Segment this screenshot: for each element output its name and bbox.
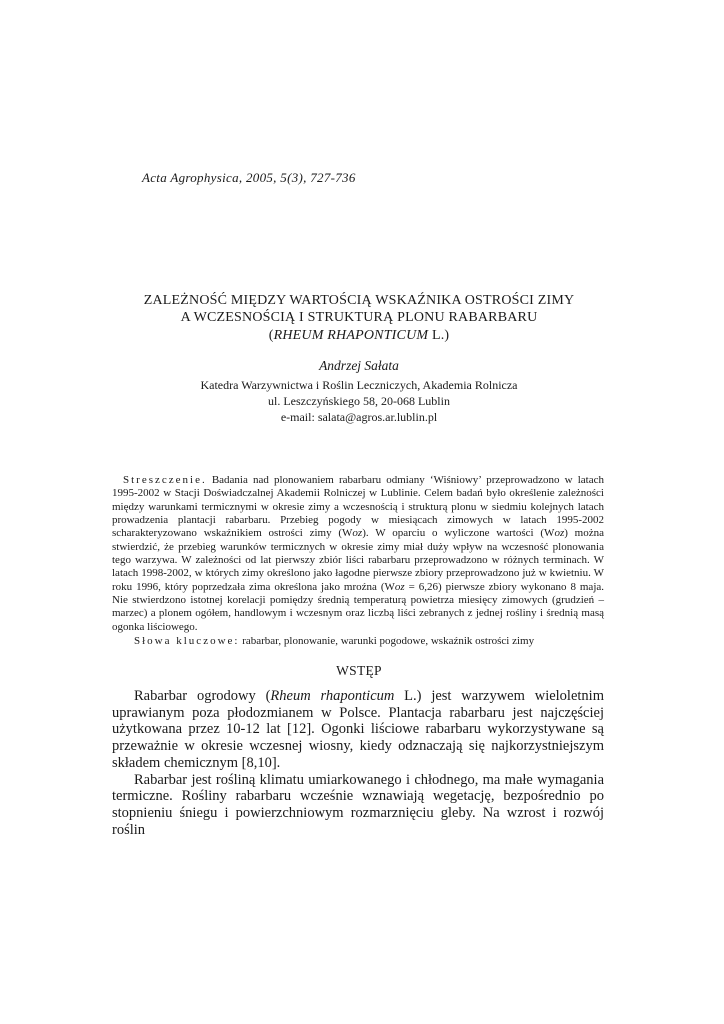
keywords-line — [112, 635, 604, 648]
title-line-2: A WCZESNOŚCIĄ I STRUKTURĄ PLONU RABARBARU — [180, 310, 538, 326]
abstract-paragraph — [112, 474, 604, 634]
title-line-3-latin-name: (RHEUM RHAPONTICUM L.) — [268, 327, 450, 343]
keywords-text: rabarbar, plonowanie, warunki pogodowe, wskaźnik ostrości zimy — [239, 635, 535, 647]
introduction-body — [112, 688, 604, 838]
author-affiliation — [112, 378, 606, 425]
abstract-label: Streszczenie. — [123, 474, 207, 486]
article-title — [112, 292, 606, 344]
paragraph-2: Rabarbar jest rośliną klimatu umiarkowanego i chłodnego, ma małe wymagania termiczne. Rośliny rabarbaru wcześnie wznawiają wegetację, bezpośrednio po stopnieniu śniegu i powierzchniowym rozmarznięciu gleby. Na wzrost i rozwój roślin — [112, 771, 604, 838]
journal-citation-header: Acta Agrophysica, 2005, 5(3), 727-736 — [142, 170, 356, 185]
paragraph-1: Rabarbar ogrodowy (Rheum rhaponticum L.) jest warzywem wieloletnim uprawianym poza płodozmianem w Polsce. Plantacja rabarbaru jest najczęściej użytkowana przez 10-12 lat [12]. Ogonki liściowe rabarbaru wykorzystywane są przeważnie w okresie wczesnej wiosny, kiedy odznaczają się najkorzystniejszym składem chemicznym [8,10]. — [112, 688, 604, 771]
section-heading-wstep: WSTĘP — [336, 663, 382, 678]
abstract-text: Badania nad plonowaniem rabarbaru odmiany ‘Wiśniowy’ przeprowadzono w latach 1995-2002 w Stacji Doświadczalnej Akademii Rolniczej w Lublinie. Celem badań było określenie zależności między warunkami termicznymi w okresie zimy a wczesnością i strukturą plonu w siedmiu kolejnych latach prowadzenia plantacji rabarbaru. Przebieg pogody w miesiącach zimowych w latach 1995-2002 scharakteryzowano wskaźnikiem ostrości zimy (Woz). W oparciu o wyliczone wartości (Woz) można stwierdzić, że przebieg warunków termicznych w okresie zimy miał duży wpływ na wczesność plonowania tego warzywa. W zależności od lat pierwszy zbiór liści rabarbaru przeprowadzono w różnych terminach. W latach 1998-2002, w których zimy określono jako łagodne pierwsze zbiory przeprowadzono już w kwietniu. W roku 1996, który poprzedzała zima określona jako mroźna (Woz = 6,26) pierwsze zbiory wykonano 8 maja. Nie stwierdzono istotnej korelacji pomiędzy średnią temperaturą powietrza miesięcy zimowych (grudzień – marzec) a plonem ogółem, handlowym i wczesnym oraz liczbą liści zebranych z jednej rośliny i średnią masą ogonka liściowego. — [112, 474, 605, 633]
author-name: Andrzej Sałata — [319, 358, 399, 373]
keywords-label: Słowa kluczowe: — [134, 635, 240, 647]
email-address: e-mail: salata@agros.ar.lublin.pl — [280, 409, 438, 424]
affiliation-address: ul. Leszczyńskiego 58, 20-068 Lublin — [268, 393, 450, 408]
title-line-1: ZALEŻNOŚĆ MIĘDZY WARTOŚCIĄ WSKAŹNIKA OSTROŚCI ZIMY — [143, 293, 575, 308]
affiliation-department: Katedra Warzywnictwa i Roślin Leczniczych, Akademia Rolnicza — [200, 378, 518, 392]
